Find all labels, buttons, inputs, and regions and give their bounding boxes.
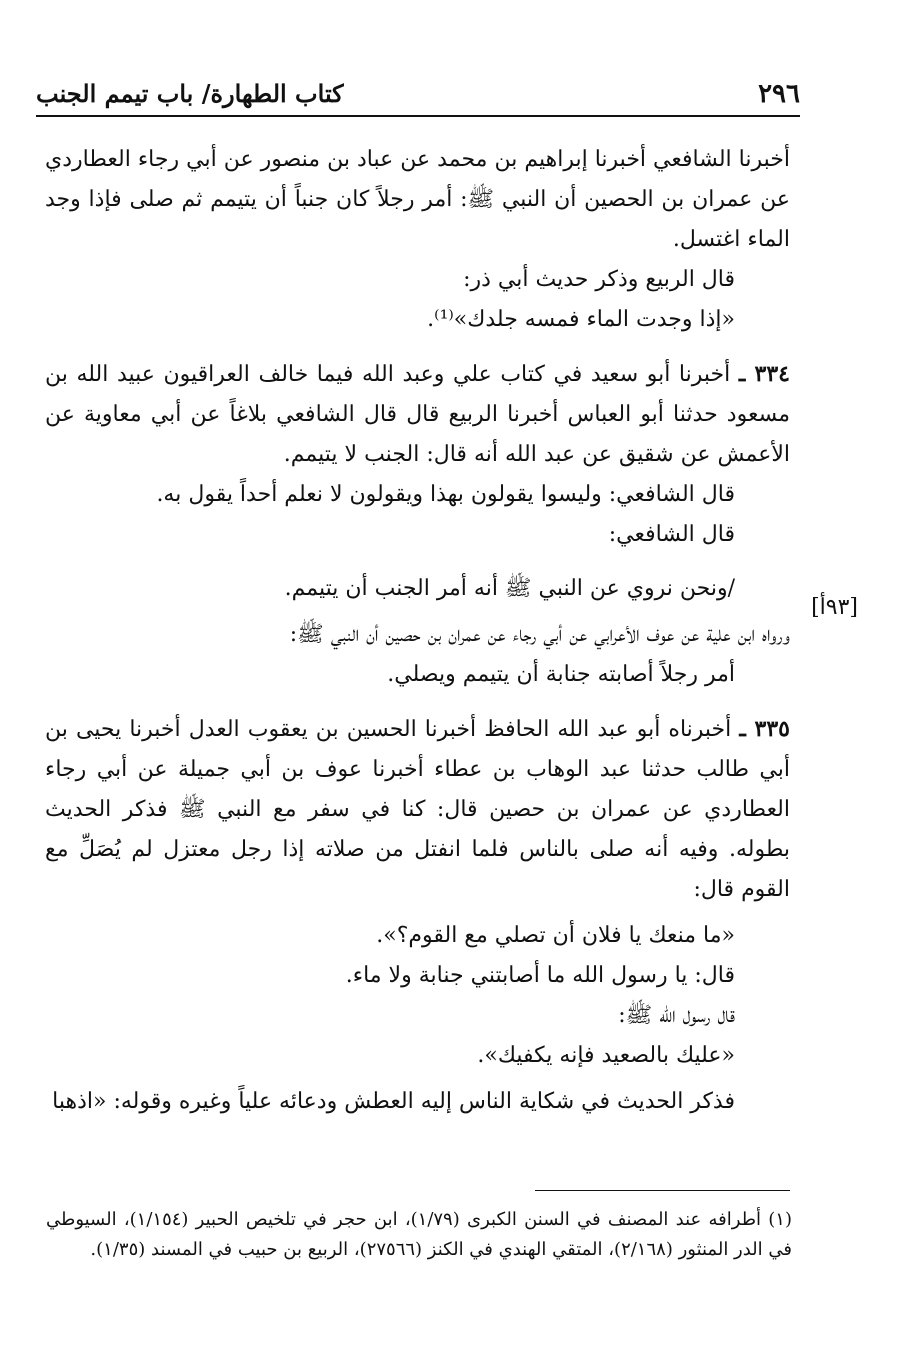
- paragraph: قال: يا رسول الله ما أصابتني جنابة ولا ماء.: [345, 963, 735, 988]
- footnote: (١) أطرافه عند المصنف في السنن الكبرى (١/٧٩)، ابن حجر في تلخيص الحبير (١/١٥٤)، السيوطي في الدر المنثور (٢/١٦٨)، المتقي الهندي في الكنز (٢٧٥٦٦)، الربيع بن حبيب في المسند (١/٣٥).: [46, 1209, 792, 1260]
- footnote-rule: [535, 1190, 790, 1191]
- hadith-number: ٣٣٤ ـ: [738, 361, 790, 387]
- footnotes: [46, 1205, 792, 1265]
- running-header: [36, 72, 800, 112]
- hadith-quote: «ما منعك يا فلان أن تصلي مع القوم؟».: [376, 923, 735, 948]
- numbered-hadith: ٣٣٥ ـ أخبرناه أبو عبد الله الحافظ أخبرنا الحسين بن يعقوب العدل أخبرنا يحيى بن أبي طالب حدثنا عبد الوهاب بن عطاء أخبرنا عوف بن أبي جميلة عن أبي رجاء العطاردي عن عمران بن حصين قال: كنا في سفر مع النبي ﷺ فذكر الحديث بطوله. وفيه أنه صلى بالناس فلما انفتل من صلاته إذا رجل معتزل لم يُصَلِّ مع القوم قال:: [45, 716, 790, 902]
- paragraph: قال رسول الله ﷺ:: [618, 1003, 735, 1028]
- paragraph: قال الشافعي:: [608, 522, 735, 547]
- paragraph: ورواه ابن علية عن عوف الأعرابي عن أبي رجاء عن عمران بن حصين أن النبي ﷺ:: [289, 622, 790, 647]
- hadith-quote: «عليك بالصعيد فإنه يكفيك».: [477, 1043, 735, 1068]
- hadith-quote: «إذا وجدت الماء فمسه جلدك»⁽¹⁾.: [427, 307, 735, 332]
- paragraph: /ونحن نروي عن النبي ﷺ أنه أمر الجنب أن يتيمم.: [284, 576, 735, 601]
- paragraph: فذكر الحديث في شكاية الناس إليه العطش ودعائه علياً وغيره وقوله: «اذهبا: [52, 1089, 735, 1114]
- book-title: كتاب الطهارة/ باب تيمم الجنب: [36, 79, 344, 108]
- hadith-number: ٣٣٥ ـ: [739, 716, 790, 742]
- manuscript-folio-note: [٩٣أ]: [811, 595, 858, 620]
- header-rule: [36, 115, 800, 117]
- page-number: ٢٩٦: [758, 79, 800, 109]
- paragraph: قال الشافعي: وليسوا يقولون بهذا ويقولون لا نعلم أحداً يقول به.: [156, 482, 735, 507]
- main-text: [45, 140, 790, 1122]
- paragraph: أمر رجلاً أصابته جنابة أن يتيمم ويصلي.: [387, 662, 735, 687]
- paragraph: قال الربيع وذكر حديث أبي ذر:: [463, 267, 735, 292]
- numbered-hadith: ٣٣٤ ـ أخبرنا أبو سعيد في كتاب علي وعبد الله فيما خالف العراقيون عبيد الله بن مسعود حدثنا أبو العباس أخبرنا الربيع قال قال الشافعي بلاغاً عن أبي معاوية عن الأعمش عن شقيق عن عبد الله أنه قال: الجنب لا يتيمم.: [45, 361, 790, 467]
- paragraph: أخبرنا الشافعي أخبرنا إبراهيم بن محمد عن عباد بن منصور عن أبي رجاء العطاردي عن عمران بن الحصين أن النبي ﷺ: أمر رجلاً كان جنباً أن يتيمم ثم صلى فإذا وجد الماء اغتسل.: [45, 147, 790, 252]
